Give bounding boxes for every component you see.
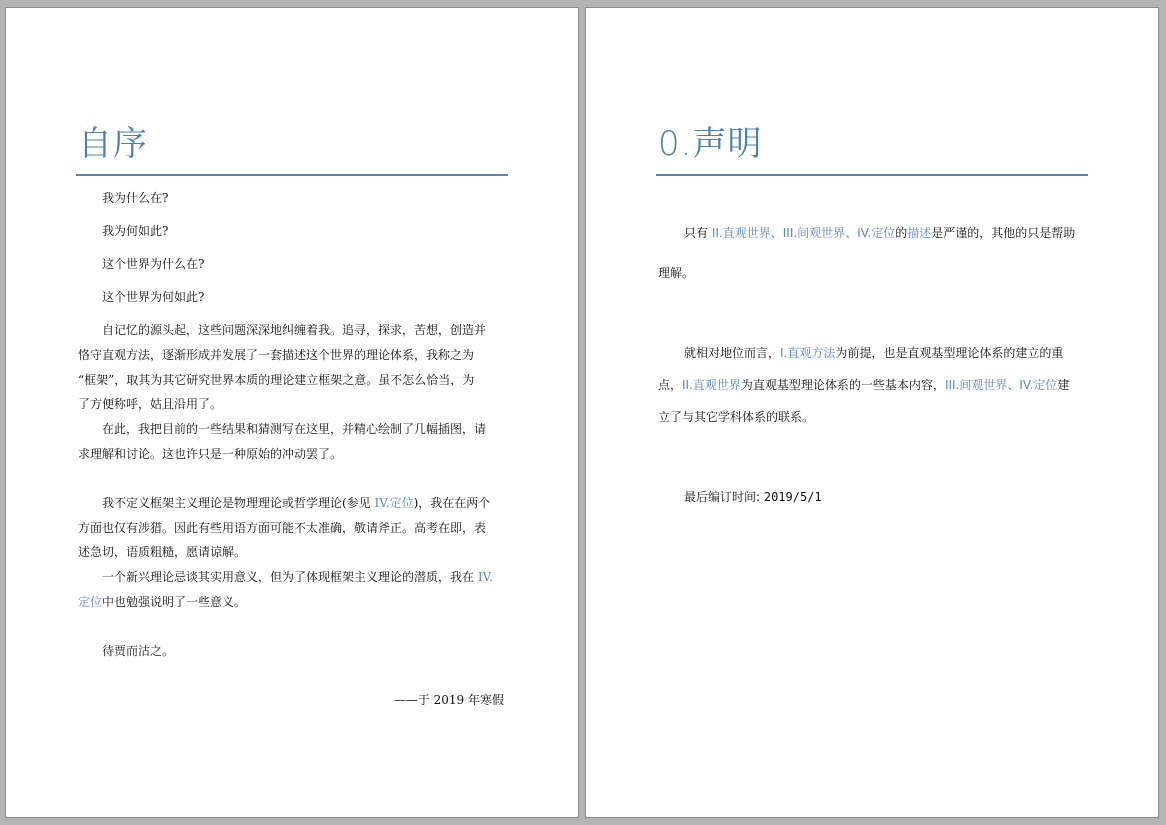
preface-heading: 自序	[78, 124, 148, 164]
question-line: 这个世界为何如此?	[102, 290, 205, 304]
paragraph-text: 是严谨的，其他的只是帮助	[931, 226, 1076, 240]
signature: ——于 2019 年寒假	[393, 693, 504, 707]
paragraph-line	[684, 225, 1075, 241]
link-i-intuitive-method[interactable]: I.直观方法	[780, 346, 836, 360]
paragraph-text: 建	[1057, 378, 1070, 392]
paragraph-text: 点，	[658, 378, 683, 392]
heading-rule	[76, 174, 508, 176]
link-iv-positioning[interactable]: IV.定位	[374, 496, 414, 510]
closing-line: 待贾而沽之。	[102, 644, 175, 658]
paragraph-line	[658, 377, 1069, 393]
paragraph-line	[78, 594, 246, 610]
paragraph-line: 求理解和讨论。这也许只是一种原始的冲动罢了。	[78, 447, 343, 461]
paragraph-text: )，我在在两个	[413, 496, 491, 510]
paragraph-text: 为直观基型理论体系的一些基本内容，	[740, 378, 945, 392]
link-description[interactable]: 描述	[907, 226, 932, 240]
paragraph-line	[102, 495, 490, 511]
question-line: 我为何如此?	[102, 224, 169, 238]
separator: 、	[1007, 378, 1020, 392]
paragraph-text: 中也勉强说明了一些意义。	[102, 595, 247, 609]
revision-label: 最后编订时间:	[684, 490, 764, 504]
link-iv-positioning[interactable]: IV.	[477, 570, 493, 584]
link-iv-positioning[interactable]: IV.定位	[1019, 378, 1058, 392]
declaration-heading: 0.声明	[658, 124, 763, 164]
link-iii-indirect-world[interactable]: III.间观世界	[782, 226, 846, 240]
separator: 、	[845, 226, 858, 240]
page-declaration	[586, 8, 1158, 817]
question-line: 这个世界为什么在?	[102, 257, 205, 271]
paragraph-line: “框架”，取其为其它研究世界本质的理论建立框架之意。虽不怎么恰当，为	[78, 373, 475, 387]
page-preface	[6, 8, 578, 817]
paragraph-line: 恪守直观方法，逐渐形成并发展了一套描述这个世界的理论体系，我称之为	[78, 348, 475, 362]
link-iv-positioning[interactable]: IV.定位	[857, 226, 896, 240]
paragraph-line: 立了与其它学科体系的联系。	[658, 410, 815, 424]
paragraph-line: 方面也仅有涉猎。因此有些用语方面可能不太准确，敬请斧正。高考在即，表	[78, 521, 487, 535]
separator: 、	[770, 226, 783, 240]
paragraph-text: 只有	[684, 226, 712, 240]
link-iii-indirect-world[interactable]: III.间观世界	[944, 378, 1008, 392]
paragraph-line: 自记忆的源头起，这些问题深深地纠缠着我。追寻，探求，苦想，创造并	[102, 323, 487, 337]
paragraph-line: 了方便称呼，姑且沿用了。	[78, 397, 223, 411]
paragraph-line: 在此，我把目前的一些结果和猜测写在这里，并精心绘制了几幅插图，请	[102, 422, 487, 436]
paragraph-line	[684, 345, 1063, 361]
link-ii-intuitive-world[interactable]: II.直观世界	[682, 378, 741, 392]
paragraph-text: 为前提，也是直观基型理论体系的建立的重	[835, 346, 1064, 360]
revision-date: 2019/5/1	[763, 490, 822, 504]
paragraph-text: 的	[895, 226, 908, 240]
paragraph-text: 我不定义框架主义理论是物理理论或哲学理论(参见	[102, 496, 375, 510]
paragraph-line: 述急切，语质粗糙，愿请谅解。	[78, 545, 247, 559]
link-ii-intuitive-world[interactable]: II.直观世界	[711, 226, 771, 240]
paragraph-text: 就相对地位而言，	[684, 346, 781, 360]
paragraph-line	[102, 569, 493, 585]
paragraph-line: 理解。	[658, 266, 695, 280]
heading-rule	[656, 174, 1088, 176]
paragraph-text: 一个新兴理论忌谈其实用意义，但为了体现框架主义理论的潜质，我在	[102, 570, 478, 584]
question-line: 我为什么在?	[102, 191, 169, 205]
revision-line	[684, 489, 822, 505]
link-iv-positioning[interactable]: 定位	[78, 595, 103, 609]
